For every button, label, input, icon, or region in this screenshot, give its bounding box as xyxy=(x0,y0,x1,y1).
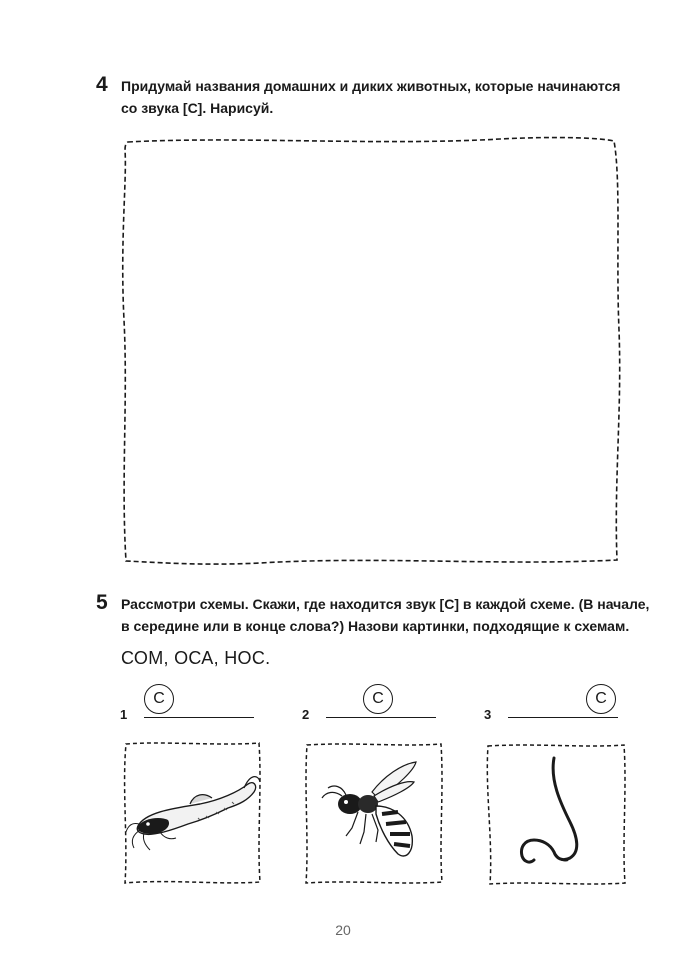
scheme-3-sound-circle: С xyxy=(586,684,616,714)
task-4-number: 4 xyxy=(96,73,108,96)
scheme-1-number: 1 xyxy=(120,707,128,722)
task-4-line-1: Придумай названия домашних и диких животных, которые начинаются xyxy=(121,78,621,94)
page-number: 20 xyxy=(335,922,351,938)
task-5-instruction xyxy=(121,593,649,637)
task-5-line-2: в середине или в конце слова?) Назови картинки, подходящие к схемам. xyxy=(121,618,630,634)
scheme-2-line xyxy=(326,717,436,718)
catfish-icon xyxy=(126,777,260,850)
scheme-2-sound-circle: С xyxy=(363,684,393,714)
answer-words: СОМ, ОСА, НОС. xyxy=(121,648,271,668)
scheme-1-line xyxy=(144,717,254,718)
scheme-1-sound-circle: С xyxy=(144,684,174,714)
scheme-2-number: 2 xyxy=(302,707,310,722)
scheme-3-number: 3 xyxy=(484,707,492,722)
picture-box-catfish[interactable] xyxy=(120,738,265,888)
scheme-3-line xyxy=(508,717,618,718)
task-5-line-1: Рассмотри схемы. Скажи, где находится звук [С] в каждой схеме. (В начале, xyxy=(121,596,650,612)
wasp-icon xyxy=(322,762,416,856)
picture-box-nose[interactable] xyxy=(484,740,629,888)
task-4-line-2: со звука [С]. Нарисуй. xyxy=(121,100,274,116)
picture-box-wasp[interactable] xyxy=(302,740,447,888)
task-5-number: 5 xyxy=(96,591,108,614)
nose-icon xyxy=(522,758,577,862)
